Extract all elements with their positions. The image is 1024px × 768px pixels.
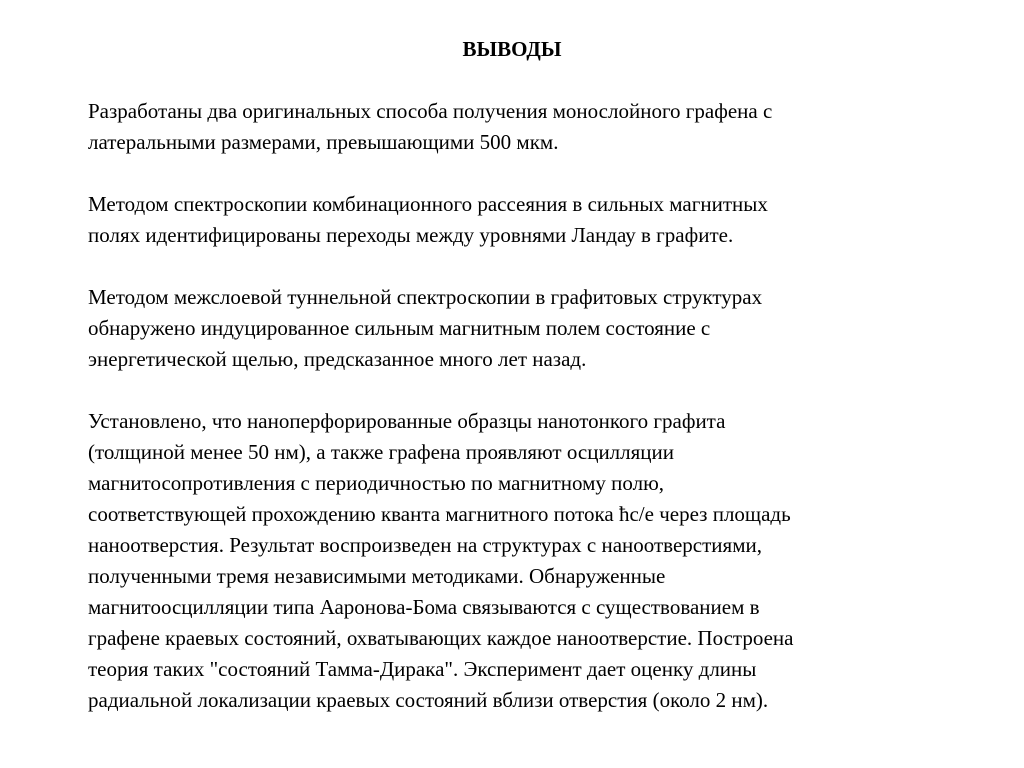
- text-line: Установлено, что наноперфорированные образцы нанотонкого графита: [88, 409, 726, 433]
- text-line: обнаружено индуцированное сильным магнитным полем состояние с: [88, 316, 711, 340]
- text-line: наноотверстия. Результат воспроизведен на структурах с наноотверстиями,: [88, 533, 762, 557]
- paragraph-tunnel-spectroscopy: [88, 282, 988, 375]
- text-line: магнитосопротивления с периодичностью по магнитному полю,: [88, 471, 665, 495]
- text-line: Разработаны два оригинальных способа получения монослойного графена с: [88, 99, 773, 123]
- paragraph-raman-landau: [88, 189, 988, 251]
- text-line: полях идентифицированы переходы между уровнями Ландау в графите.: [88, 223, 734, 247]
- text-line: теория таких "состояний Тамма-Дирака". Эксперимент дает оценку длины: [88, 657, 757, 681]
- paragraph-aharonov-bohm: [88, 406, 988, 716]
- text-line: радиальной локализации краевых состояний вблизи отверстия (около 2 нм).: [88, 688, 769, 712]
- text-line: полученными тремя независимыми методиками. Обнаруженные: [88, 564, 666, 588]
- conclusions-body: [88, 96, 988, 747]
- text-line: соответствующей прохождению кванта магнитного потока ħc/e через площадь: [88, 502, 791, 526]
- text-line: графене краевых состояний, охватывающих каждое наноотверстие. Построена: [88, 626, 794, 650]
- text-line: (толщиной менее 50 нм), а также графена проявляют осцилляции: [88, 440, 675, 464]
- paragraph-graphene-methods: [88, 96, 988, 158]
- text-line: магнитоосцилляции типа Ааронова-Бома связываются с существованием в: [88, 595, 760, 619]
- text-line: латеральными размерами, превышающими 500 мкм.: [88, 130, 559, 154]
- text-line: энергетической щелью, предсказанное много лет назад.: [88, 347, 587, 371]
- text-line: Методом межслоевой туннельной спектроскопии в графитовых структурах: [88, 285, 763, 309]
- text-line: Методом спектроскопии комбинационного рассеяния в сильных магнитных: [88, 192, 768, 216]
- slide-title: ВЫВОДЫ: [462, 37, 562, 61]
